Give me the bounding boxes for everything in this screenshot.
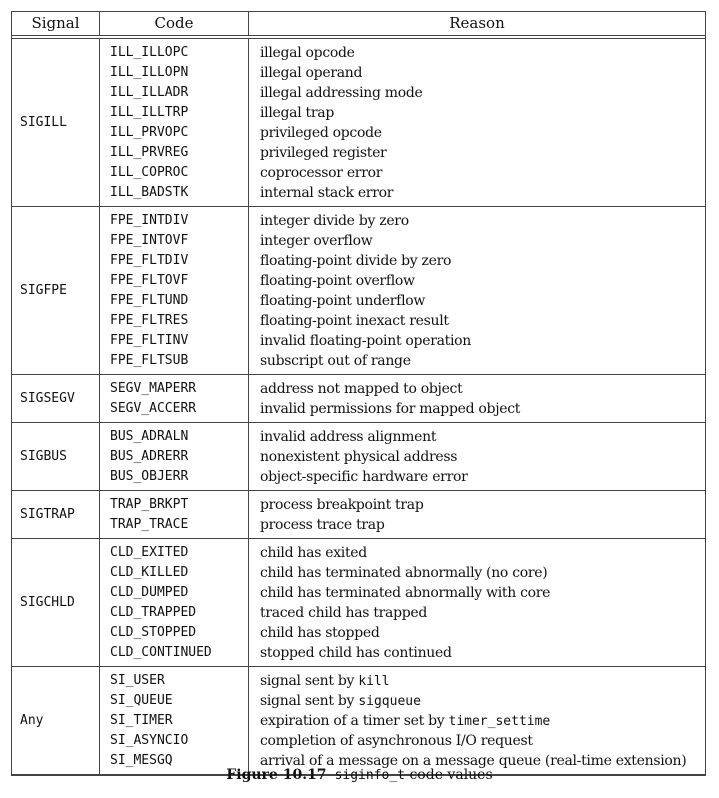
signal-group <box>12 39 705 206</box>
signal-name: SIGBUS <box>12 423 100 490</box>
reason-value <box>249 467 705 487</box>
reason-value <box>249 231 705 251</box>
reason-text: illegal addressing mode <box>260 85 423 101</box>
reason-value <box>249 143 705 163</box>
reason-text: integer divide by zero <box>260 213 409 229</box>
reason-value <box>249 515 705 535</box>
reason-value <box>249 123 705 143</box>
caption-code: siginfo_t <box>334 768 406 783</box>
reason-value <box>249 351 705 371</box>
code-value: CLD_STOPPED <box>110 625 197 640</box>
reason-value <box>249 399 705 419</box>
figure-caption <box>0 767 719 784</box>
code-value: SI_TIMER <box>110 713 173 728</box>
reason-text: process trace trap <box>260 517 385 533</box>
code-value: ILL_ILLOPN <box>110 65 189 80</box>
reason-value <box>249 163 705 183</box>
reason-text: child has terminated abnormally with core <box>260 585 551 601</box>
reason-value <box>249 311 705 331</box>
reason-text: invalid floating-point operation <box>260 333 471 349</box>
reason-value <box>249 379 705 399</box>
signal-name: SIGTRAP <box>12 491 100 538</box>
reason-value <box>249 643 705 663</box>
signal-group <box>12 374 705 422</box>
reason-value <box>249 103 705 123</box>
reason-text: privileged opcode <box>260 125 382 141</box>
signal-name: SIGSEGV <box>12 375 100 422</box>
reason-text: floating-point divide by zero <box>260 253 452 269</box>
reason-cell <box>249 423 705 490</box>
reason-text: illegal operand <box>260 65 363 81</box>
code-value: FPE_INTOVF <box>110 233 189 248</box>
reason-text: privileged register <box>260 145 387 161</box>
code-value: BUS_OBJERR <box>110 469 189 484</box>
code-value: BUS_ADRERR <box>110 449 189 464</box>
signal-name: SIGFPE <box>12 207 100 374</box>
reason-text: invalid address alignment <box>260 429 437 445</box>
reason-text: subscript out of range <box>260 353 411 369</box>
reason-value <box>249 291 705 311</box>
reason-text: expiration of a timer set by <box>260 713 449 729</box>
code-cell <box>100 491 249 538</box>
reason-text: object-specific hardware error <box>260 469 468 485</box>
signal-group <box>12 422 705 490</box>
reason-function-name: sigqueue <box>358 694 421 709</box>
code-value: ILL_ILLTRP <box>110 105 189 120</box>
reason-value <box>249 583 705 603</box>
reason-text: floating-point overflow <box>260 273 415 289</box>
code-value: ILL_PRVOPC <box>110 125 189 140</box>
reason-text: arrival of a message on a message queue (real-time extension) <box>260 753 687 769</box>
code-value: FPE_FLTSUB <box>110 353 189 368</box>
code-value: BUS_ADRALN <box>110 429 189 444</box>
reason-text: address not mapped to object <box>260 381 463 397</box>
code-value: FPE_FLTDIV <box>110 253 189 268</box>
code-value: FPE_FLTRES <box>110 313 189 328</box>
code-value: CLD_EXITED <box>110 545 189 560</box>
reason-text: nonexistent physical address <box>260 449 458 465</box>
code-cell <box>100 667 249 774</box>
reason-text: integer overflow <box>260 233 373 249</box>
code-value: ILL_ILLOPC <box>110 45 189 60</box>
reason-text: floating-point inexact result <box>260 313 449 329</box>
reason-text: internal stack error <box>260 185 394 201</box>
reason-cell <box>249 375 705 422</box>
caption-text: code values <box>405 767 493 783</box>
code-value: SEGV_ACCERR <box>110 401 197 416</box>
signal-name: SIGCHLD <box>12 539 100 666</box>
reason-value <box>249 731 705 751</box>
caption-label: Figure 10.17 <box>226 767 327 783</box>
reason-value <box>249 691 705 711</box>
code-value: CLD_DUMPED <box>110 585 189 600</box>
reason-function-name: timer_settime <box>448 714 551 729</box>
reason-cell <box>249 39 705 206</box>
reason-text: traced child has trapped <box>260 605 428 621</box>
header-reason: Reason <box>449 14 505 32</box>
code-cell <box>100 39 249 206</box>
code-value: CLD_KILLED <box>110 565 189 580</box>
reason-value <box>249 83 705 103</box>
code-value: ILL_COPROC <box>110 165 189 180</box>
reason-value <box>249 43 705 63</box>
reason-text: child has terminated abnormally (no core) <box>260 565 548 581</box>
reason-text: stopped child has continued <box>260 645 452 661</box>
reason-value <box>249 603 705 623</box>
reason-value <box>249 563 705 583</box>
code-value: CLD_CONTINUED <box>110 645 212 660</box>
reason-value <box>249 495 705 515</box>
code-value: ILL_ILLADR <box>110 85 189 100</box>
header-code: Code <box>100 12 249 35</box>
reason-text: coprocessor error <box>260 165 383 181</box>
reason-cell <box>249 539 705 666</box>
code-value: SI_MESGQ <box>110 753 173 768</box>
code-cell <box>100 423 249 490</box>
code-value: ILL_PRVREG <box>110 145 189 160</box>
signal-group <box>12 666 705 774</box>
reason-value <box>249 427 705 447</box>
code-cell <box>100 539 249 666</box>
code-value: FPE_INTDIV <box>110 213 189 228</box>
reason-text: signal sent by <box>260 693 359 709</box>
code-value: TRAP_TRACE <box>110 517 189 532</box>
reason-value <box>249 671 705 691</box>
signal-name: Any <box>12 667 100 774</box>
reason-value <box>249 623 705 643</box>
reason-cell <box>249 491 705 538</box>
signal-group <box>12 538 705 666</box>
code-value: FPE_FLTUND <box>110 293 189 308</box>
reason-text: illegal trap <box>260 105 334 121</box>
reason-function-name: kill <box>358 674 390 689</box>
code-value: SEGV_MAPERR <box>110 381 197 396</box>
siginfo-code-table <box>11 11 706 776</box>
reason-text: process breakpoint trap <box>260 497 424 513</box>
code-value: SI_USER <box>110 673 165 688</box>
code-value: FPE_FLTOVF <box>110 273 189 288</box>
code-value: ILL_BADSTK <box>110 185 189 200</box>
table-header <box>12 12 705 36</box>
reason-text: illegal opcode <box>260 45 355 61</box>
code-cell <box>100 207 249 374</box>
table-body <box>12 39 705 774</box>
reason-value <box>249 271 705 291</box>
reason-text: signal sent by <box>260 673 359 689</box>
reason-cell <box>249 667 705 774</box>
reason-text: completion of asynchronous I/O request <box>260 733 533 749</box>
reason-value <box>249 711 705 731</box>
reason-text: invalid permissions for mapped object <box>260 401 521 417</box>
signal-group <box>12 490 705 538</box>
signal-name: SIGILL <box>12 39 100 206</box>
signal-group <box>12 206 705 374</box>
code-value: FPE_FLTINV <box>110 333 189 348</box>
code-value: SI_QUEUE <box>110 693 173 708</box>
reason-value <box>249 211 705 231</box>
reason-value <box>249 543 705 563</box>
reason-value <box>249 183 705 203</box>
header-signal: Signal <box>12 12 100 35</box>
reason-cell <box>249 207 705 374</box>
reason-text: child has exited <box>260 545 367 561</box>
reason-value <box>249 251 705 271</box>
reason-text: floating-point underflow <box>260 293 426 309</box>
reason-value <box>249 447 705 467</box>
code-value: SI_ASYNCIO <box>110 733 189 748</box>
reason-text: child has stopped <box>260 625 380 641</box>
reason-value <box>249 63 705 83</box>
code-value: CLD_TRAPPED <box>110 605 197 620</box>
code-value: TRAP_BRKPT <box>110 497 189 512</box>
reason-value <box>249 331 705 351</box>
code-cell <box>100 375 249 422</box>
